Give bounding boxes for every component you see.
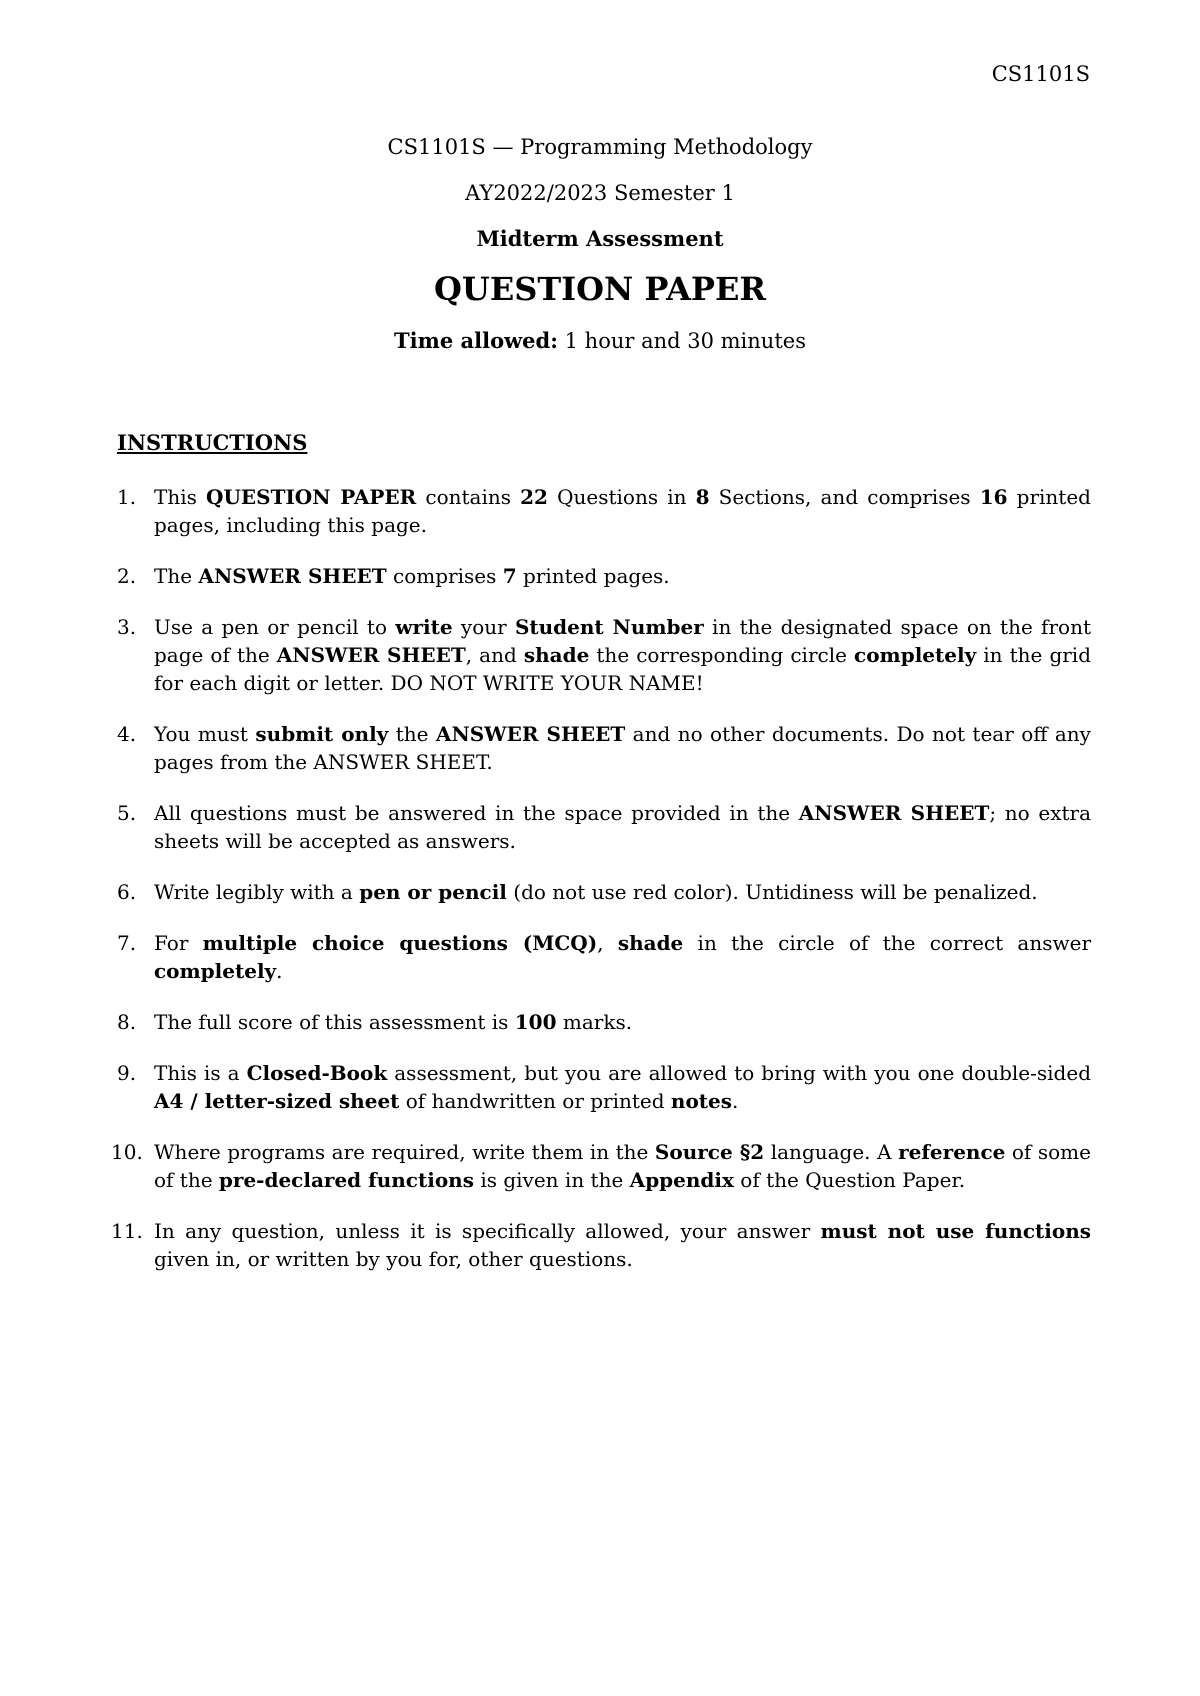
instruction-number: 2.	[117, 564, 137, 588]
instruction-text-run: .	[732, 1089, 739, 1113]
instruction-text-run: of some of the	[154, 1140, 1091, 1192]
instruction-text-run: ; no extra sheets will be accepted as answers.	[154, 801, 1092, 853]
instruction-number: 8.	[117, 1010, 137, 1034]
instruction-text	[154, 722, 1091, 774]
instruction-emphasis: multiple choice questions (MCQ)	[202, 931, 598, 955]
instruction-emphasis: 8	[695, 485, 710, 509]
instruction-emphasis: completely	[154, 959, 277, 983]
instruction-text-run: comprises	[386, 564, 503, 588]
instruction-text-run: Use a pen or pencil to	[154, 615, 396, 639]
instruction-text-run: of the Question Paper.	[733, 1168, 966, 1192]
instruction-emphasis: notes	[670, 1089, 733, 1113]
instruction-text-run: printed pages, including this page.	[154, 485, 1091, 537]
instruction-emphasis: must not use functions	[820, 1219, 1092, 1243]
instruction-emphasis: ANSWER SHEET	[798, 801, 990, 825]
instruction-text	[154, 1219, 1091, 1271]
instruction-text-run: Sections, and comprises	[709, 485, 980, 509]
instruction-text-run: The full score of this assessment is	[154, 1010, 515, 1034]
instruction-text-run: , and	[465, 643, 524, 667]
instruction-emphasis: 7	[502, 564, 517, 588]
instruction-item	[117, 878, 1091, 906]
instruction-text-run: The	[154, 564, 199, 588]
instruction-text-run: ,	[597, 931, 618, 955]
time-allowed	[0, 327, 1200, 355]
instruction-emphasis: Appendix	[629, 1168, 734, 1192]
instruction-text-run: the	[388, 722, 436, 746]
instruction-text-run: Questions in	[547, 485, 696, 509]
instruction-text-run: in the designated space on the front page of the	[154, 615, 1091, 667]
instruction-number: 4.	[117, 722, 137, 746]
instruction-emphasis: 16	[979, 485, 1008, 509]
instruction-item	[111, 1217, 1092, 1273]
time-allowed-label: Time allowed:	[394, 328, 558, 353]
instruction-emphasis: A4 / letter-sized sheet	[154, 1089, 400, 1113]
instruction-emphasis: reference	[898, 1140, 1006, 1164]
instruction-text-run: and no other documents. Do not tear off any pages from the ANSWER SHEET.	[154, 722, 1091, 774]
instruction-item	[117, 483, 1091, 539]
course-title: CS1101S — Programming Methodology	[387, 135, 813, 159]
instruction-number: 7.	[117, 931, 137, 955]
instruction-text-run: In any question, unless it is specifically allowed, your answer	[154, 1219, 821, 1243]
title-block	[0, 133, 1200, 355]
instruction-text	[154, 485, 1091, 537]
instruction-number: 10.	[111, 1140, 143, 1164]
instruction-emphasis: write	[395, 615, 453, 639]
instruction-text-run: .	[276, 959, 283, 983]
instruction-item	[117, 929, 1091, 985]
instruction-text-run: Where programs are required, write them in the	[154, 1140, 655, 1164]
instruction-emphasis: shade	[523, 643, 590, 667]
instruction-item	[111, 1138, 1091, 1194]
instruction-text	[154, 615, 1091, 695]
instruction-text	[154, 1061, 1091, 1113]
instruction-item	[117, 562, 1091, 590]
instruction-emphasis: 100	[514, 1010, 557, 1034]
paper-title: QUESTION PAPER	[434, 270, 766, 308]
instruction-emphasis: ANSWER SHEET	[435, 722, 626, 746]
instruction-item	[117, 1008, 1091, 1036]
running-header-course-code: CS1101S	[991, 62, 1090, 86]
instruction-text	[154, 801, 1091, 853]
instruction-emphasis: 22	[520, 485, 548, 509]
instruction-number: 5.	[117, 801, 137, 825]
instruction-number: 1.	[117, 485, 137, 509]
instruction-emphasis: ANSWER SHEET	[276, 643, 466, 667]
instruction-text	[154, 1010, 632, 1034]
instruction-text-run: in the grid for each digit or letter. DO NOT WRITE YOUR NAME!	[154, 643, 1092, 695]
instruction-emphasis: Student Number	[514, 615, 704, 639]
instruction-emphasis: pre-declared functions	[218, 1168, 474, 1192]
instruction-text-run: marks.	[556, 1010, 633, 1034]
instruction-text-run: For	[154, 931, 203, 955]
assessment-type: Midterm Assessment	[476, 226, 724, 251]
instruction-text-run: in the circle of the correct answer	[683, 931, 1092, 955]
semester-line: AY2022/2023 Semester 1	[465, 181, 735, 205]
instruction-emphasis: ANSWER SHEET	[198, 564, 387, 588]
instruction-text	[154, 1140, 1091, 1192]
instruction-emphasis: submit only	[255, 722, 389, 746]
instruction-text-run: the corresponding circle	[589, 643, 855, 667]
instruction-text-run: your	[452, 615, 515, 639]
instruction-text	[154, 880, 1038, 904]
instruction-emphasis: shade	[617, 931, 684, 955]
instruction-number: 11.	[111, 1219, 143, 1243]
instruction-item	[117, 720, 1091, 776]
instruction-item	[117, 799, 1091, 855]
instruction-emphasis: completely	[854, 643, 977, 667]
instruction-text-run: given in, or written by you for, other questions.	[154, 1247, 633, 1271]
instruction-text-run: language. A	[764, 1140, 899, 1164]
instruction-number: 3.	[117, 615, 137, 639]
time-allowed-value: 1 hour and 30 minutes	[557, 329, 806, 353]
instruction-text-run: of handwritten or printed	[399, 1089, 671, 1113]
instructions-heading: INSTRUCTIONS	[117, 430, 308, 455]
instruction-text-run: Write legibly with a	[154, 880, 360, 904]
instruction-text-run: is given in the	[473, 1168, 630, 1192]
instruction-text-run: This is a	[154, 1061, 247, 1085]
instruction-text-run: (do not use red color). Untidiness will be penalized.	[506, 880, 1038, 904]
instruction-item	[117, 613, 1091, 697]
instruction-text-run: printed pages.	[516, 564, 670, 588]
instruction-number: 9.	[117, 1061, 137, 1085]
instruction-text-run: This	[154, 485, 207, 509]
instruction-emphasis: Source §2	[654, 1140, 765, 1164]
instruction-text	[154, 931, 1091, 983]
instruction-text-run: All questions must be answered in the space provided in the	[154, 801, 799, 825]
instruction-text-run: contains	[416, 485, 521, 509]
instructions-list	[111, 483, 1092, 1296]
instruction-text-run: You must	[154, 722, 256, 746]
instruction-text	[154, 564, 670, 588]
instruction-emphasis: pen or pencil	[359, 880, 507, 904]
instruction-text-run: assessment, but you are allowed to bring with you one double-sided	[387, 1061, 1091, 1085]
instruction-emphasis: Closed-Book	[246, 1061, 388, 1085]
instruction-item	[117, 1059, 1091, 1115]
instruction-emphasis: QUESTION PAPER	[206, 485, 417, 509]
instruction-number: 6.	[117, 880, 137, 904]
